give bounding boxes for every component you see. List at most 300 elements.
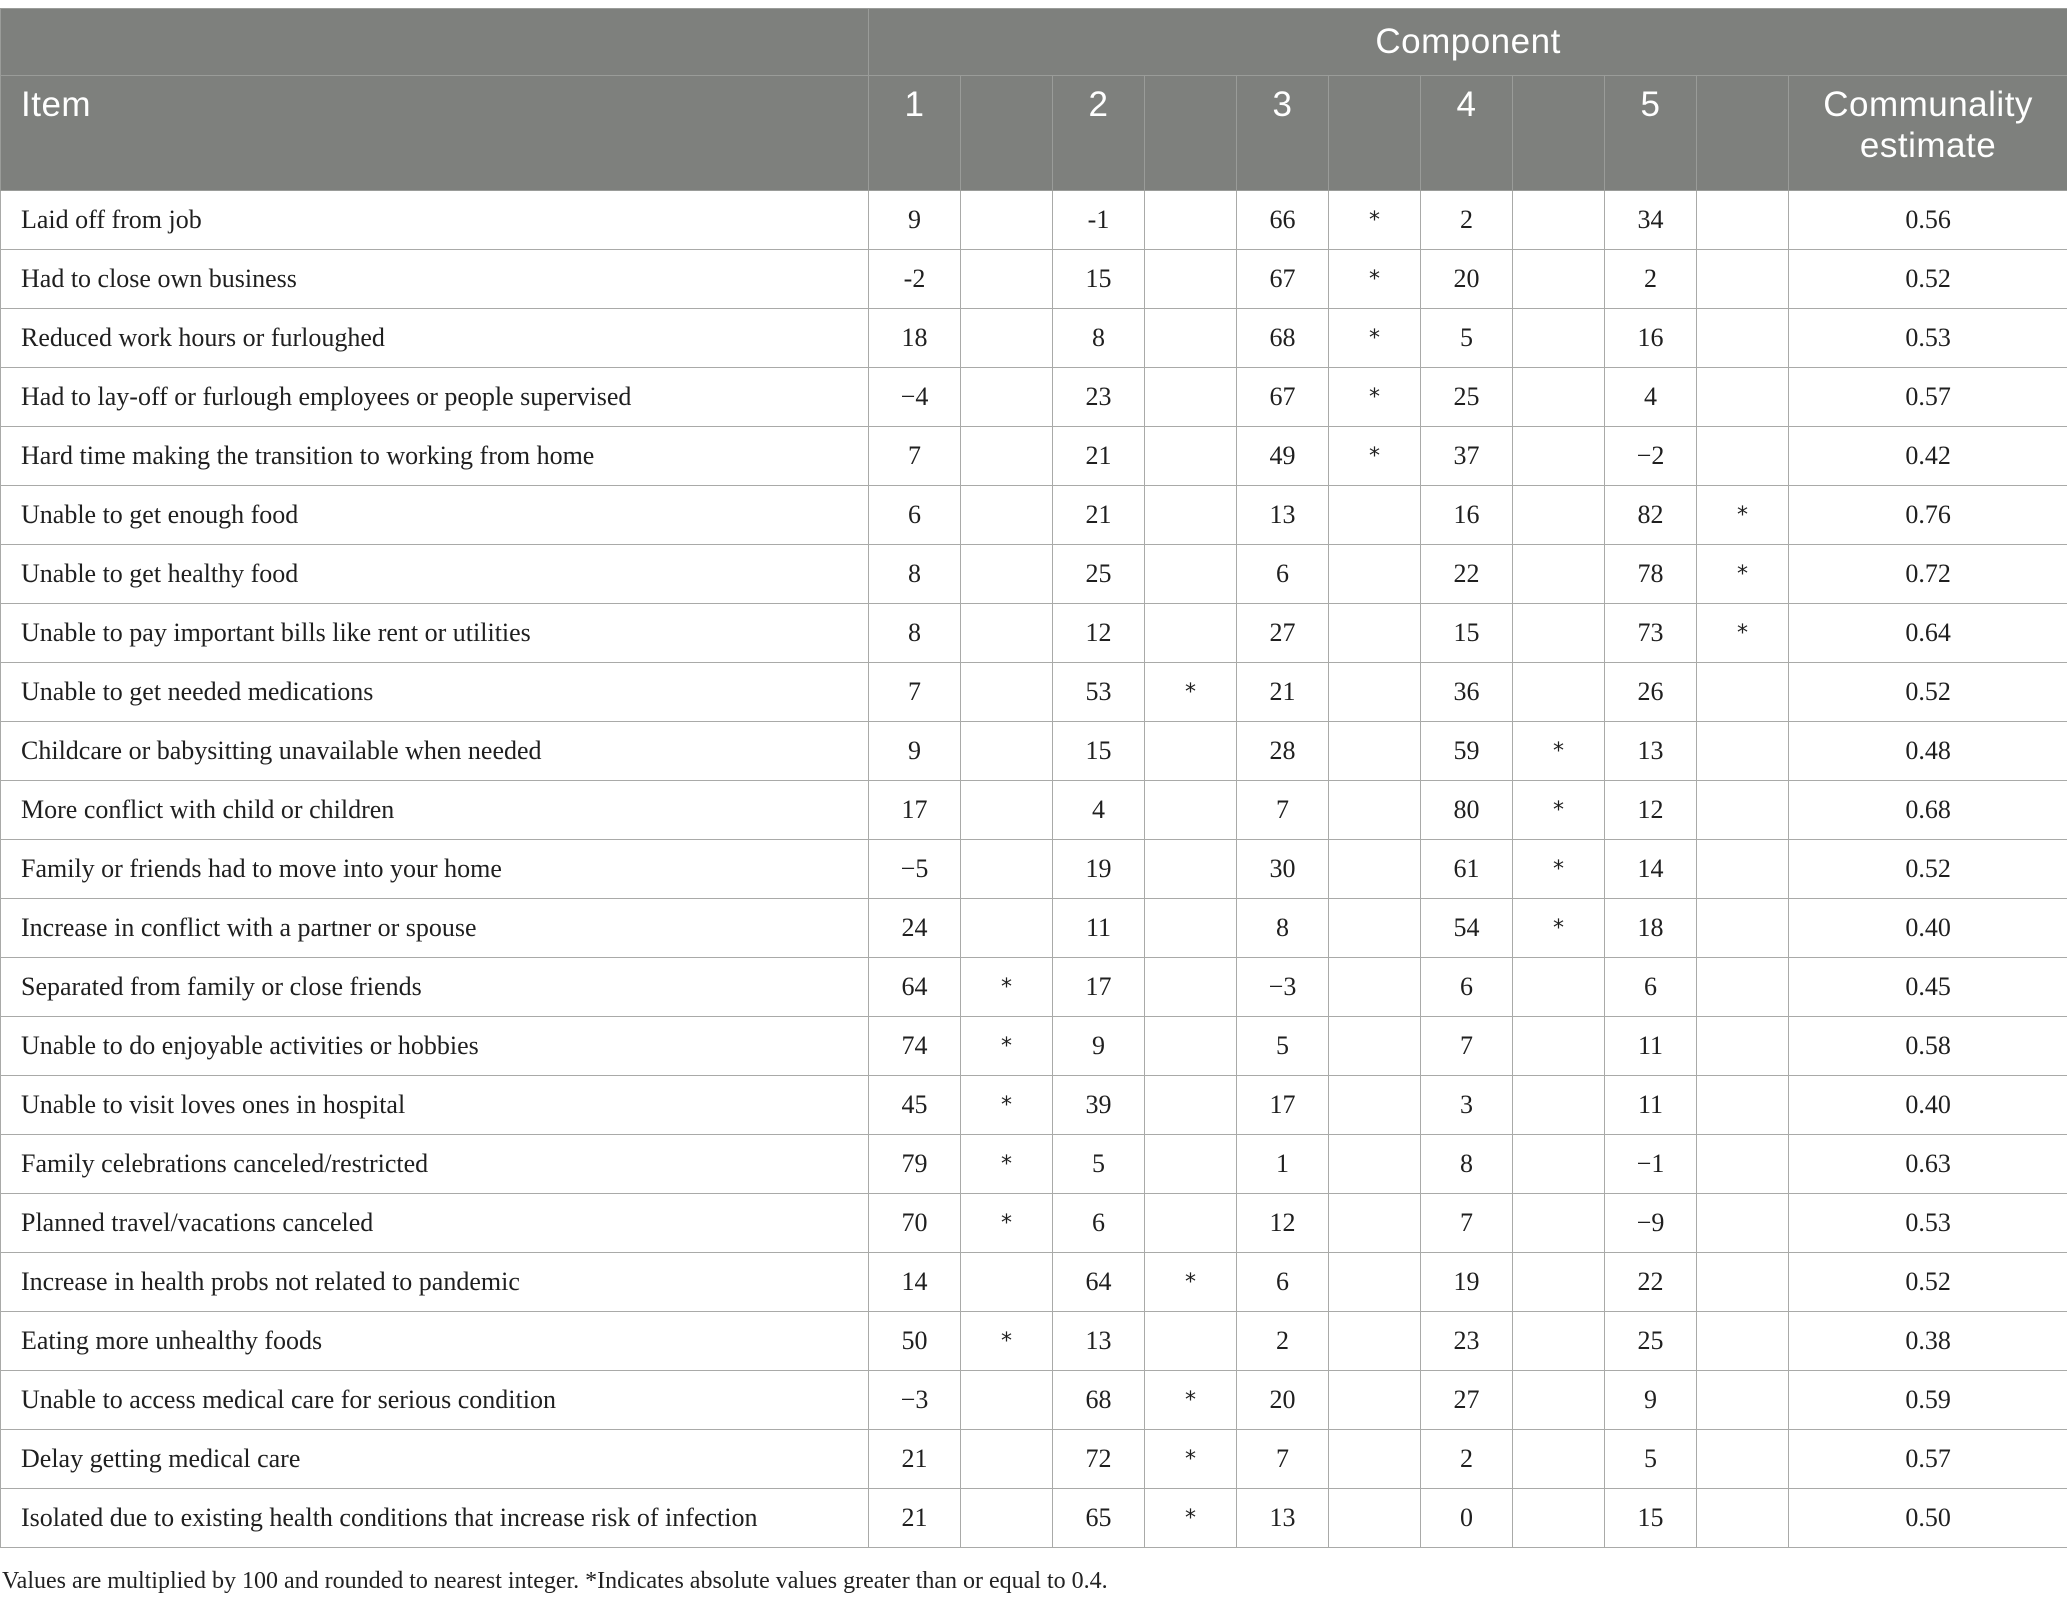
- loading-value: 11: [1053, 899, 1145, 958]
- item-label: Unable to access medical care for serious condition: [1, 1371, 869, 1430]
- significance-marker: [961, 545, 1053, 604]
- communality-value: 0.53: [1789, 1194, 2067, 1253]
- loading-value: 7: [1237, 1430, 1329, 1489]
- significance-marker: [1329, 1017, 1421, 1076]
- loading-value: 18: [869, 309, 961, 368]
- loading-value: 8: [1237, 899, 1329, 958]
- significance-marker: *: [961, 1076, 1053, 1135]
- communality-value: 0.57: [1789, 1430, 2067, 1489]
- communality-value: 0.57: [1789, 368, 2067, 427]
- significance-marker: [1513, 1312, 1605, 1371]
- significance-marker: *: [1329, 250, 1421, 309]
- loading-value: 6: [1237, 545, 1329, 604]
- item-label: Separated from family or close friends: [1, 958, 869, 1017]
- item-label: Unable to do enjoyable activities or hobbies: [1, 1017, 869, 1076]
- item-label: Unable to get needed medications: [1, 663, 869, 722]
- table-row: [1, 486, 2067, 545]
- column-header: [961, 76, 1053, 191]
- loading-value: 21: [869, 1430, 961, 1489]
- loading-value: 59: [1421, 722, 1513, 781]
- significance-marker: [1513, 368, 1605, 427]
- loading-value: 36: [1421, 663, 1513, 722]
- loading-value: 4: [1053, 781, 1145, 840]
- loading-value: 68: [1053, 1371, 1145, 1430]
- significance-marker: *: [961, 958, 1053, 1017]
- loading-value: 22: [1605, 1253, 1697, 1312]
- table-row: [1, 1312, 2067, 1371]
- loading-value: 16: [1605, 309, 1697, 368]
- loading-value: 7: [869, 427, 961, 486]
- significance-marker: *: [1145, 1430, 1237, 1489]
- loading-value: 25: [1053, 545, 1145, 604]
- significance-marker: [1697, 1489, 1789, 1548]
- header-row-columns: [1, 76, 2067, 191]
- loading-value: 13: [1053, 1312, 1145, 1371]
- communality-value: 0.40: [1789, 899, 2067, 958]
- significance-marker: *: [1697, 545, 1789, 604]
- communality-value: 0.42: [1789, 427, 2067, 486]
- significance-marker: [1513, 191, 1605, 250]
- table-body: [1, 191, 2067, 1548]
- significance-marker: *: [961, 1194, 1053, 1253]
- communality-value: 0.59: [1789, 1371, 2067, 1430]
- item-label: Isolated due to existing health conditions that increase risk of infection: [1, 1489, 869, 1548]
- loading-value: 8: [869, 545, 961, 604]
- significance-marker: [961, 663, 1053, 722]
- table-row: [1, 309, 2067, 368]
- table-row: [1, 1194, 2067, 1253]
- significance-marker: [1513, 1430, 1605, 1489]
- table-row: [1, 191, 2067, 250]
- item-label: Had to close own business: [1, 250, 869, 309]
- loading-value: 74: [869, 1017, 961, 1076]
- loading-value: 7: [1421, 1017, 1513, 1076]
- loading-value: 30: [1237, 840, 1329, 899]
- loading-value: -1: [1053, 191, 1145, 250]
- communality-value: 0.52: [1789, 840, 2067, 899]
- significance-marker: [1145, 1312, 1237, 1371]
- loading-value: 2: [1421, 1430, 1513, 1489]
- significance-marker: [1513, 958, 1605, 1017]
- significance-marker: [961, 899, 1053, 958]
- significance-marker: [1513, 1371, 1605, 1430]
- loading-value: 0: [1421, 1489, 1513, 1548]
- item-label: Unable to visit loves ones in hospital: [1, 1076, 869, 1135]
- loading-value: 80: [1421, 781, 1513, 840]
- table-row: [1, 958, 2067, 1017]
- table-row: [1, 368, 2067, 427]
- loading-value: −3: [1237, 958, 1329, 1017]
- communality-column-header: Communality estimate: [1789, 76, 2067, 191]
- header-row-group: [1, 9, 2067, 76]
- significance-marker: [1513, 250, 1605, 309]
- significance-marker: [1329, 722, 1421, 781]
- loading-value: 9: [869, 722, 961, 781]
- significance-marker: [1697, 1430, 1789, 1489]
- loading-value: 34: [1605, 191, 1697, 250]
- loading-value: 67: [1237, 250, 1329, 309]
- significance-marker: [1513, 1017, 1605, 1076]
- significance-marker: *: [1329, 368, 1421, 427]
- table-row: [1, 545, 2067, 604]
- column-header: [1513, 76, 1605, 191]
- loading-value: 6: [1605, 958, 1697, 1017]
- loading-value: 8: [1053, 309, 1145, 368]
- loading-value: 7: [1237, 781, 1329, 840]
- loading-value: 22: [1421, 545, 1513, 604]
- table-row: [1, 781, 2067, 840]
- loading-value: 5: [1053, 1135, 1145, 1194]
- significance-marker: *: [961, 1017, 1053, 1076]
- loading-value: 11: [1605, 1076, 1697, 1135]
- significance-marker: [1697, 427, 1789, 486]
- communality-value: 0.72: [1789, 545, 2067, 604]
- loading-value: 5: [1237, 1017, 1329, 1076]
- significance-marker: [1697, 1253, 1789, 1312]
- significance-marker: [1329, 781, 1421, 840]
- significance-marker: [1697, 1076, 1789, 1135]
- significance-marker: [1145, 1076, 1237, 1135]
- loading-value: −2: [1605, 427, 1697, 486]
- column-header: [1697, 76, 1789, 191]
- significance-marker: [1697, 191, 1789, 250]
- item-label: Unable to pay important bills like rent or utilities: [1, 604, 869, 663]
- loading-value: 39: [1053, 1076, 1145, 1135]
- loading-value: 64: [869, 958, 961, 1017]
- table-header: [1, 9, 2067, 191]
- significance-marker: *: [1145, 1253, 1237, 1312]
- item-label: Unable to get enough food: [1, 486, 869, 545]
- loading-value: 5: [1421, 309, 1513, 368]
- component-loadings-table: [0, 8, 2067, 1548]
- loading-value: 17: [1053, 958, 1145, 1017]
- table-row: [1, 604, 2067, 663]
- significance-marker: [1513, 486, 1605, 545]
- component-group-header: Component: [869, 9, 2067, 76]
- loading-value: 50: [869, 1312, 961, 1371]
- communality-value: 0.45: [1789, 958, 2067, 1017]
- communality-value: 0.64: [1789, 604, 2067, 663]
- table-footnote: Values are multiplied by 100 and rounded to nearest integer. *Indicates absolute values greater than or equal to 0.4.: [2, 1568, 1108, 1594]
- item-label: Delay getting medical care: [1, 1430, 869, 1489]
- significance-marker: [1697, 781, 1789, 840]
- loading-value: 53: [1053, 663, 1145, 722]
- loading-value: 23: [1421, 1312, 1513, 1371]
- loading-value: 20: [1237, 1371, 1329, 1430]
- significance-marker: [961, 368, 1053, 427]
- significance-marker: [1145, 1017, 1237, 1076]
- significance-marker: [1329, 1430, 1421, 1489]
- significance-marker: *: [1145, 1371, 1237, 1430]
- significance-marker: *: [1329, 309, 1421, 368]
- significance-marker: [1329, 1312, 1421, 1371]
- loading-value: 49: [1237, 427, 1329, 486]
- loading-value: 7: [869, 663, 961, 722]
- loading-value: 13: [1237, 1489, 1329, 1548]
- table-row: [1, 1076, 2067, 1135]
- loading-value: 12: [1605, 781, 1697, 840]
- loading-value: 2: [1237, 1312, 1329, 1371]
- item-label: Had to lay-off or furlough employees or people supervised: [1, 368, 869, 427]
- significance-marker: [1145, 427, 1237, 486]
- significance-marker: [1697, 722, 1789, 781]
- table-row: [1, 1135, 2067, 1194]
- significance-marker: [1513, 1194, 1605, 1253]
- loading-value: 23: [1053, 368, 1145, 427]
- loading-value: 7: [1421, 1194, 1513, 1253]
- significance-marker: [961, 191, 1053, 250]
- significance-marker: [1513, 309, 1605, 368]
- significance-marker: [961, 427, 1053, 486]
- item-label: Unable to get healthy food: [1, 545, 869, 604]
- communality-value: 0.38: [1789, 1312, 2067, 1371]
- significance-marker: [1145, 250, 1237, 309]
- loading-value: 11: [1605, 1017, 1697, 1076]
- table-container: [0, 8, 2067, 1548]
- table-row: [1, 427, 2067, 486]
- loading-value: 3: [1421, 1076, 1513, 1135]
- item-label: More conflict with child or children: [1, 781, 869, 840]
- loading-value: 27: [1421, 1371, 1513, 1430]
- communality-value: 0.52: [1789, 250, 2067, 309]
- loading-value: 78: [1605, 545, 1697, 604]
- loading-value: 12: [1053, 604, 1145, 663]
- significance-marker: [961, 1489, 1053, 1548]
- significance-marker: [1329, 663, 1421, 722]
- significance-marker: [961, 840, 1053, 899]
- significance-marker: [1697, 1371, 1789, 1430]
- loading-value: 15: [1421, 604, 1513, 663]
- item-label: Increase in health probs not related to pandemic: [1, 1253, 869, 1312]
- significance-marker: [961, 722, 1053, 781]
- loading-value: 8: [869, 604, 961, 663]
- table-row: [1, 663, 2067, 722]
- loading-value: 17: [869, 781, 961, 840]
- loading-value: 20: [1421, 250, 1513, 309]
- significance-marker: [1329, 1194, 1421, 1253]
- loading-value: 45: [869, 1076, 961, 1135]
- significance-marker: [1145, 604, 1237, 663]
- column-header: 2: [1053, 76, 1145, 191]
- significance-marker: [1513, 1135, 1605, 1194]
- column-header: [1329, 76, 1421, 191]
- loading-value: 70: [869, 1194, 961, 1253]
- significance-marker: [961, 309, 1053, 368]
- loading-value: 64: [1053, 1253, 1145, 1312]
- significance-marker: [1697, 663, 1789, 722]
- loading-value: 27: [1237, 604, 1329, 663]
- significance-marker: *: [961, 1135, 1053, 1194]
- item-label: Childcare or babysitting unavailable when needed: [1, 722, 869, 781]
- loading-value: 13: [1237, 486, 1329, 545]
- table-row: [1, 1017, 2067, 1076]
- loading-value: 54: [1421, 899, 1513, 958]
- communality-value: 0.56: [1789, 191, 2067, 250]
- significance-marker: [1697, 1135, 1789, 1194]
- significance-marker: [1513, 427, 1605, 486]
- item-label: Family celebrations canceled/restricted: [1, 1135, 869, 1194]
- significance-marker: [1145, 486, 1237, 545]
- loading-value: 68: [1237, 309, 1329, 368]
- significance-marker: [1697, 958, 1789, 1017]
- loading-value: 15: [1605, 1489, 1697, 1548]
- loading-value: 79: [869, 1135, 961, 1194]
- table-row: [1, 840, 2067, 899]
- significance-marker: [1329, 958, 1421, 1017]
- significance-marker: [961, 1430, 1053, 1489]
- loading-value: 14: [869, 1253, 961, 1312]
- loading-value: 25: [1605, 1312, 1697, 1371]
- communality-value: 0.52: [1789, 663, 2067, 722]
- significance-marker: [1145, 309, 1237, 368]
- significance-marker: *: [1697, 604, 1789, 663]
- communality-value: 0.68: [1789, 781, 2067, 840]
- loading-value: 25: [1421, 368, 1513, 427]
- significance-marker: *: [1329, 191, 1421, 250]
- significance-marker: [1145, 1135, 1237, 1194]
- loading-value: 67: [1237, 368, 1329, 427]
- significance-marker: [1697, 840, 1789, 899]
- communality-value: 0.63: [1789, 1135, 2067, 1194]
- loading-value: −9: [1605, 1194, 1697, 1253]
- significance-marker: [1145, 781, 1237, 840]
- significance-marker: [1329, 486, 1421, 545]
- loading-value: 66: [1237, 191, 1329, 250]
- loading-value: 2: [1605, 250, 1697, 309]
- loading-value: 21: [1053, 486, 1145, 545]
- loading-value: 17: [1237, 1076, 1329, 1135]
- communality-value: 0.58: [1789, 1017, 2067, 1076]
- significance-marker: *: [1697, 486, 1789, 545]
- significance-marker: [1145, 722, 1237, 781]
- significance-marker: [1329, 899, 1421, 958]
- loading-value: 72: [1053, 1430, 1145, 1489]
- loading-value: 24: [869, 899, 961, 958]
- table-row: [1, 1371, 2067, 1430]
- significance-marker: *: [1513, 781, 1605, 840]
- item-label: Increase in conflict with a partner or spouse: [1, 899, 869, 958]
- significance-marker: [1697, 1017, 1789, 1076]
- loading-value: 28: [1237, 722, 1329, 781]
- loading-value: 6: [1237, 1253, 1329, 1312]
- loading-value: 21: [1053, 427, 1145, 486]
- significance-marker: *: [1145, 663, 1237, 722]
- loading-value: −1: [1605, 1135, 1697, 1194]
- loading-value: 19: [1053, 840, 1145, 899]
- significance-marker: *: [1513, 840, 1605, 899]
- column-header: [1145, 76, 1237, 191]
- loading-value: 61: [1421, 840, 1513, 899]
- significance-marker: [1145, 1194, 1237, 1253]
- item-label: Reduced work hours or furloughed: [1, 309, 869, 368]
- table-row: [1, 722, 2067, 781]
- loading-value: 2: [1421, 191, 1513, 250]
- table-row: [1, 899, 2067, 958]
- loading-value: 12: [1237, 1194, 1329, 1253]
- significance-marker: [1697, 368, 1789, 427]
- significance-marker: [1145, 368, 1237, 427]
- significance-marker: [1513, 545, 1605, 604]
- column-header: 3: [1237, 76, 1329, 191]
- significance-marker: [1145, 545, 1237, 604]
- column-header: 1: [869, 76, 961, 191]
- column-header: 5: [1605, 76, 1697, 191]
- loading-value: 15: [1053, 722, 1145, 781]
- significance-marker: [1513, 1253, 1605, 1312]
- significance-marker: [1697, 309, 1789, 368]
- significance-marker: [1329, 840, 1421, 899]
- header-blank: [1, 9, 869, 76]
- loading-value: 9: [869, 191, 961, 250]
- significance-marker: *: [1329, 427, 1421, 486]
- loading-value: 21: [869, 1489, 961, 1548]
- significance-marker: [1329, 545, 1421, 604]
- loading-value: 4: [1605, 368, 1697, 427]
- communality-value: 0.40: [1789, 1076, 2067, 1135]
- item-label: Hard time making the transition to working from home: [1, 427, 869, 486]
- item-label: Eating more unhealthy foods: [1, 1312, 869, 1371]
- loading-value: −3: [869, 1371, 961, 1430]
- loading-value: -2: [869, 250, 961, 309]
- significance-marker: [1145, 958, 1237, 1017]
- significance-marker: [961, 604, 1053, 663]
- item-column-header: Item: [1, 76, 869, 191]
- significance-marker: [961, 1253, 1053, 1312]
- item-label: Laid off from job: [1, 191, 869, 250]
- communality-value: 0.50: [1789, 1489, 2067, 1548]
- table-row: [1, 1253, 2067, 1312]
- loading-value: 8: [1421, 1135, 1513, 1194]
- communality-value: 0.52: [1789, 1253, 2067, 1312]
- significance-marker: [1513, 604, 1605, 663]
- significance-marker: *: [1145, 1489, 1237, 1548]
- table-row: [1, 1430, 2067, 1489]
- significance-marker: [1697, 1312, 1789, 1371]
- communality-value: 0.76: [1789, 486, 2067, 545]
- significance-marker: [1329, 1489, 1421, 1548]
- loading-value: 65: [1053, 1489, 1145, 1548]
- loading-value: 15: [1053, 250, 1145, 309]
- significance-marker: [1329, 1135, 1421, 1194]
- table-row: [1, 1489, 2067, 1548]
- loading-value: 13: [1605, 722, 1697, 781]
- item-label: Planned travel/vacations canceled: [1, 1194, 869, 1253]
- significance-marker: [1329, 1076, 1421, 1135]
- significance-marker: [1513, 663, 1605, 722]
- loading-value: 6: [1053, 1194, 1145, 1253]
- item-label: Family or friends had to move into your home: [1, 840, 869, 899]
- significance-marker: [1697, 899, 1789, 958]
- significance-marker: *: [1513, 722, 1605, 781]
- significance-marker: [1697, 250, 1789, 309]
- significance-marker: [1329, 1371, 1421, 1430]
- significance-marker: [961, 250, 1053, 309]
- significance-marker: [1145, 899, 1237, 958]
- communality-value: 0.53: [1789, 309, 2067, 368]
- loading-value: 6: [869, 486, 961, 545]
- communality-value: 0.48: [1789, 722, 2067, 781]
- loading-value: 14: [1605, 840, 1697, 899]
- loading-value: 9: [1605, 1371, 1697, 1430]
- significance-marker: [1329, 604, 1421, 663]
- loading-value: 19: [1421, 1253, 1513, 1312]
- significance-marker: [961, 781, 1053, 840]
- significance-marker: [1145, 840, 1237, 899]
- significance-marker: [961, 486, 1053, 545]
- significance-marker: [1513, 1489, 1605, 1548]
- loading-value: 37: [1421, 427, 1513, 486]
- table-row: [1, 250, 2067, 309]
